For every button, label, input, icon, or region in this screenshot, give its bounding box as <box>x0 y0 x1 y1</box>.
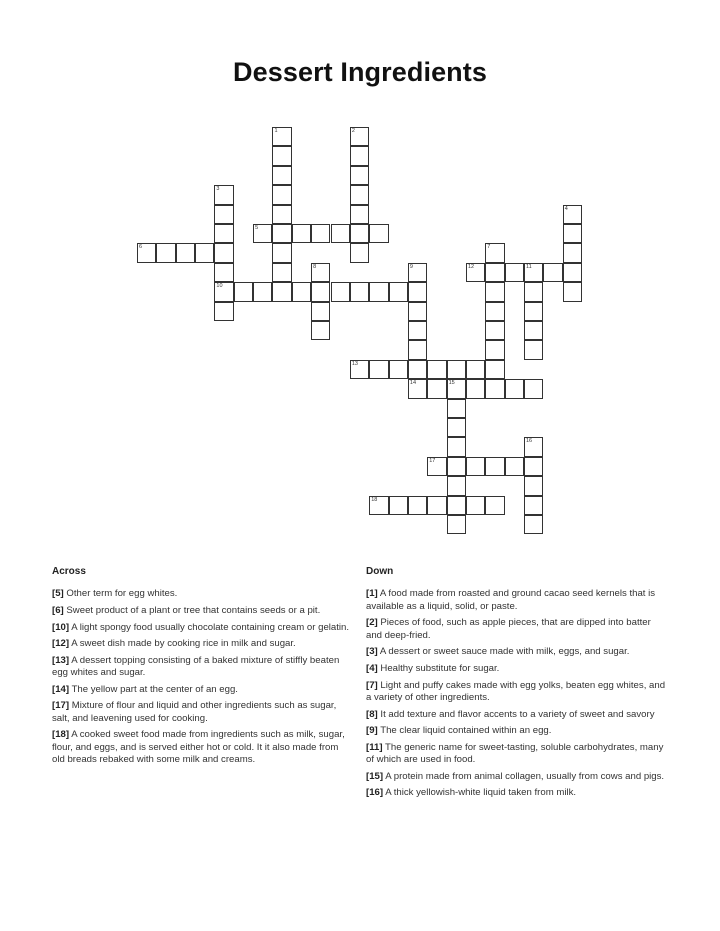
across-clue <box>52 622 352 634</box>
clue-text: The clear liquid contained within an egg. <box>380 725 552 737</box>
grid-cell[interactable] <box>389 496 408 515</box>
down-clue <box>366 725 666 737</box>
clue-number: [9] <box>366 725 378 737</box>
grid-cell[interactable] <box>195 243 214 262</box>
across-clue <box>52 700 352 725</box>
grid-cell[interactable] <box>272 263 291 282</box>
grid-cell[interactable] <box>485 243 504 262</box>
grid-cell[interactable] <box>311 302 330 321</box>
grid-cell[interactable] <box>447 379 466 398</box>
grid-cell[interactable] <box>272 224 291 243</box>
grid-cell[interactable] <box>466 457 485 476</box>
cell-number: 7 <box>487 244 491 251</box>
cell-number: 1 <box>274 128 278 134</box>
grid-cell[interactable] <box>447 457 466 476</box>
grid-cell[interactable] <box>427 457 446 476</box>
clue-text: A thick yellowish-white liquid taken from milk. <box>385 787 577 799</box>
cell-number: 14 <box>409 380 417 387</box>
grid-cell[interactable] <box>447 476 466 495</box>
clue-number: [17] <box>52 700 70 712</box>
clue-number: [6] <box>52 605 64 616</box>
grid-cell[interactable] <box>408 263 427 282</box>
grid-cell[interactable] <box>447 418 466 437</box>
grid-cell[interactable] <box>485 457 504 476</box>
clue-text: Mixture of flour and liquid and other ingredients such as sugar, salt, and leavening used for cooking. <box>52 700 337 724</box>
cell-number: 17 <box>429 457 436 464</box>
across-clue <box>52 729 352 766</box>
puzzle-title: Dessert Ingredients <box>233 57 487 87</box>
grid-cell[interactable] <box>524 437 543 456</box>
grid-cell[interactable] <box>272 205 291 224</box>
grid-cell[interactable] <box>272 185 291 204</box>
clue-number: [1] <box>366 588 378 600</box>
grid-cell[interactable] <box>253 224 272 243</box>
grid-cell[interactable] <box>485 321 504 340</box>
clue-number: [10] <box>52 621 70 633</box>
grid-cell[interactable] <box>369 224 388 243</box>
grid-cell[interactable] <box>485 282 504 301</box>
clue-number: [15] <box>366 770 384 782</box>
grid-cell[interactable] <box>350 243 369 262</box>
grid-cell[interactable] <box>350 282 369 301</box>
grid-cell[interactable] <box>485 340 504 359</box>
grid-cell[interactable] <box>272 282 291 301</box>
clue-number: [14] <box>52 683 70 695</box>
grid-cell[interactable] <box>272 146 291 165</box>
across-clues <box>52 566 352 771</box>
clue-text: The generic name for sweet-tasting, soluble carbohydrates, many of which are used in food. <box>366 741 664 766</box>
clue-text: Other term for egg whites. <box>66 588 178 600</box>
grid-cell[interactable] <box>214 263 233 282</box>
grid-cell[interactable] <box>524 515 543 534</box>
grid-cell[interactable] <box>214 224 233 243</box>
cell-number: 16 <box>526 438 533 445</box>
down-clue <box>366 771 666 783</box>
grid-cell[interactable] <box>389 282 408 301</box>
clue-text: Sweet product of a plant or tree that contains seeds or a pit. <box>66 605 321 616</box>
grid-cell[interactable] <box>369 496 388 515</box>
across-clue <box>52 655 352 680</box>
down-clue <box>366 617 666 642</box>
grid-cell[interactable] <box>485 263 504 282</box>
clue-text: A sweet dish made by cooking rice in milk and sugar. <box>71 638 296 650</box>
grid-cell[interactable] <box>524 263 543 282</box>
clue-text: A food made from roasted and ground cacao seed kernels that is available as a liquid, solid, or paste. <box>366 588 656 612</box>
grid-cell[interactable] <box>563 205 582 224</box>
grid-cell[interactable] <box>214 185 233 204</box>
clue-number: [11] <box>366 741 383 753</box>
grid-cell[interactable] <box>543 263 562 282</box>
down-heading: Down <box>366 566 394 577</box>
down-clue <box>366 709 666 721</box>
grid-cell[interactable] <box>524 282 543 301</box>
grid-cell[interactable] <box>350 185 369 204</box>
grid-cell[interactable] <box>350 146 369 165</box>
grid-cell[interactable] <box>272 127 291 146</box>
grid-cell[interactable] <box>524 379 543 398</box>
down-clue-list <box>366 588 666 799</box>
grid-cell[interactable] <box>176 243 195 262</box>
grid-cell[interactable] <box>524 340 543 359</box>
across-clue <box>52 605 352 617</box>
across-heading: Across <box>52 566 86 577</box>
grid-cell[interactable] <box>272 166 291 185</box>
grid-cell[interactable] <box>447 515 466 534</box>
clue-number: [2] <box>366 617 378 629</box>
grid-cell[interactable] <box>466 263 485 282</box>
grid-cell[interactable] <box>408 379 427 398</box>
grid-cell[interactable] <box>214 205 233 224</box>
grid-cell[interactable] <box>311 282 330 301</box>
down-clues <box>366 566 666 804</box>
grid-cell[interactable] <box>505 263 524 282</box>
clue-text: It add texture and flavor accents to a variety of sweet and savory <box>380 708 655 720</box>
grid-cell[interactable] <box>563 224 582 243</box>
grid-cell[interactable] <box>408 321 427 340</box>
grid-cell[interactable] <box>369 360 388 379</box>
cell-number: 18 <box>371 496 378 503</box>
grid-cell[interactable] <box>485 496 504 515</box>
clue-number: [13] <box>52 654 70 666</box>
grid-cell[interactable] <box>350 166 369 185</box>
grid-cell[interactable] <box>214 302 233 321</box>
across-clue <box>52 638 352 650</box>
grid-cell[interactable] <box>311 224 330 243</box>
grid-cell[interactable] <box>369 282 388 301</box>
clue-text: Light and puffy cakes made with egg yolks, beaten egg whites, and a variety of other ingredients. <box>366 679 666 703</box>
clue-number: [7] <box>366 679 378 691</box>
grid-cell[interactable] <box>427 360 446 379</box>
across-clue <box>52 588 352 600</box>
down-clue <box>366 680 666 705</box>
clue-text: A light spongy food usually chocolate containing cream or gelatin. <box>71 621 350 633</box>
clue-number: [12] <box>52 638 70 650</box>
grid-cell[interactable] <box>214 243 233 262</box>
grid-cell[interactable] <box>427 379 446 398</box>
clue-text: Healthy substitute for sugar. <box>380 663 500 674</box>
clue-number: [5] <box>52 588 64 600</box>
grid-cell[interactable] <box>485 360 504 379</box>
grid-cell[interactable] <box>311 263 330 282</box>
grid-cell[interactable] <box>408 302 427 321</box>
grid-cell[interactable] <box>408 360 427 379</box>
grid-cell[interactable] <box>485 302 504 321</box>
grid-cell[interactable] <box>485 379 504 398</box>
cell-number: 9 <box>409 263 413 270</box>
clue-text: A dessert or sweet sauce made with milk, eggs, and sugar. <box>379 646 630 658</box>
cell-number: 13 <box>351 360 358 367</box>
down-clue <box>366 646 666 658</box>
grid-cell[interactable] <box>524 496 543 515</box>
grid-cell[interactable] <box>311 321 330 340</box>
grid-cell[interactable] <box>253 282 272 301</box>
cell-number: 6 <box>139 244 143 251</box>
grid-cell[interactable] <box>447 496 466 515</box>
grid-cell[interactable] <box>350 205 369 224</box>
grid-cell[interactable] <box>350 224 369 243</box>
clue-number: [3] <box>366 646 378 658</box>
cell-number: 10 <box>216 283 223 290</box>
grid-cell[interactable] <box>505 379 524 398</box>
cell-number: 3 <box>216 186 220 193</box>
cell-number: 5 <box>255 225 259 231</box>
down-clue <box>366 663 666 675</box>
across-clue <box>52 684 352 696</box>
cell-number: 15 <box>448 380 455 387</box>
grid-cell[interactable] <box>524 321 543 340</box>
grid-cell[interactable] <box>524 457 543 476</box>
cell-number: 11 <box>526 263 532 270</box>
cell-number: 12 <box>467 263 475 270</box>
grid-cell[interactable] <box>389 360 408 379</box>
clue-text: A dessert topping consisting of a baked mixture of stiffly beaten egg whites and sugar. <box>52 654 340 679</box>
grid-cell[interactable] <box>427 496 446 515</box>
grid-cell[interactable] <box>156 243 175 262</box>
down-clue <box>366 742 666 767</box>
cell-number: 4 <box>564 205 568 212</box>
clue-number: [4] <box>366 663 378 674</box>
grid-cell[interactable] <box>563 263 582 282</box>
clue-text: A cooked sweet food made from ingredients such as milk, sugar, flour, and eggs, and is served either hot or cold. It it also made from old breads rebaked with some milk and creams. <box>52 729 345 766</box>
grid-cell[interactable] <box>350 127 369 146</box>
grid-cell[interactable] <box>234 282 253 301</box>
down-clue <box>366 787 666 799</box>
grid-cell[interactable] <box>292 224 311 243</box>
cell-number: 8 <box>313 263 317 270</box>
grid-cell[interactable] <box>466 379 485 398</box>
clue-text: Pieces of food, such as apple pieces, that are dipped into batter and deep-fried. <box>366 617 651 641</box>
clue-number: [16] <box>366 787 384 799</box>
grid-cell[interactable] <box>331 224 350 243</box>
clue-text: The yellow part at the center of an egg. <box>71 683 238 695</box>
across-clue-list <box>52 588 352 766</box>
clue-number: [8] <box>366 708 378 720</box>
down-clue <box>366 588 666 613</box>
grid-cell[interactable] <box>408 496 427 515</box>
grid-cell[interactable] <box>563 243 582 262</box>
grid-cell[interactable] <box>292 282 311 301</box>
grid-cell[interactable] <box>505 457 524 476</box>
grid-cell[interactable] <box>466 496 485 515</box>
grid-cell[interactable] <box>524 476 543 495</box>
grid-cell[interactable] <box>137 243 156 262</box>
grid-cell[interactable] <box>466 360 485 379</box>
grid-cell[interactable] <box>447 399 466 418</box>
clue-text: A protein made from animal collagen, usually from cows and pigs. <box>385 770 665 782</box>
grid-cell[interactable] <box>447 360 466 379</box>
grid-cell[interactable] <box>563 282 582 301</box>
grid-cell[interactable] <box>331 282 350 301</box>
clue-number: [18] <box>52 729 70 741</box>
grid-cell[interactable] <box>272 243 291 262</box>
grid-cell[interactable] <box>447 437 466 456</box>
grid-cell[interactable] <box>214 282 233 301</box>
grid-cell[interactable] <box>408 282 427 301</box>
grid-cell[interactable] <box>408 340 427 359</box>
grid-cell[interactable] <box>350 360 369 379</box>
grid-cell[interactable] <box>524 302 543 321</box>
cell-number: 2 <box>351 128 355 134</box>
